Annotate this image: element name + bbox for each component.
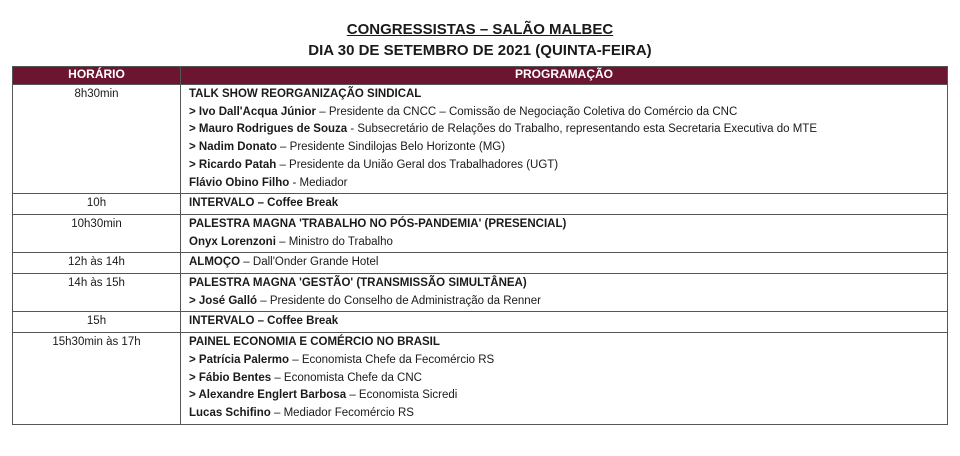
program-cell	[181, 253, 948, 274]
speaker-name: Lucas Schifino	[189, 406, 271, 419]
speaker-role: – Presidente da CNCC – Comissão de Negociação Coletiva do Comércio da CNC	[316, 105, 738, 118]
speaker-role: – Presidente do Conselho de Administração da Renner	[257, 294, 541, 307]
speaker-name: > Mauro Rodrigues de Souza	[189, 123, 348, 136]
table-row	[13, 333, 948, 425]
session-heading: INTERVALO – Coffee Break	[189, 315, 339, 328]
speaker-name: > Patrícia Palermo	[189, 353, 290, 366]
speaker-role: – Presidente da União Geral dos Trabalhadores (UGT)	[276, 158, 559, 171]
speaker-line	[189, 387, 939, 405]
speaker-line	[189, 157, 939, 175]
table-row	[13, 253, 948, 274]
column-header-program: PROGRAMAÇÃO	[181, 67, 948, 85]
speaker-name: > Nadim Donato	[189, 141, 277, 154]
speaker-name: > José Galló	[189, 294, 258, 307]
speaker-role: – Ministro do Trabalho	[275, 235, 393, 248]
schedule-table	[12, 66, 948, 425]
speaker-name: > Fábio Bentes	[189, 371, 272, 384]
program-cell	[181, 274, 948, 312]
session-heading: TALK SHOW REORGANIZAÇÃO SINDICAL	[189, 88, 422, 100]
speaker-role: – Presidente Sindilojas Belo Horizonte (MG)	[276, 141, 506, 154]
time-cell: 10h30min	[13, 214, 181, 252]
speaker-name: > Ivo Dall'Acqua Júnior	[189, 105, 317, 118]
session-heading-bold: ALMOÇO	[189, 256, 241, 269]
time-cell: 15h30min às 17h	[13, 333, 181, 425]
time-cell: 14h às 15h	[13, 274, 181, 312]
speaker-role: – Economista Sicredi	[346, 389, 458, 402]
speaker-role: – Economista Chefe da CNC	[271, 371, 422, 384]
speaker-line	[189, 234, 939, 252]
program-cell	[181, 214, 948, 252]
speaker-line	[189, 352, 939, 370]
session-heading: PAINEL ECONOMIA E COMÉRCIO NO BRASIL	[189, 336, 440, 349]
speaker-name: > Alexandre Englert Barbosa	[189, 389, 347, 402]
time-cell: 12h às 14h	[13, 253, 181, 274]
table-row	[13, 312, 948, 333]
page-title: CONGRESSISTAS – SALÃO MALBEC	[346, 21, 614, 38]
speaker-role: – Mediador Fecomércio RS	[270, 406, 414, 419]
table-row	[13, 214, 948, 252]
speaker-name: Onyx Lorenzoni	[189, 235, 276, 248]
program-cell	[181, 312, 948, 333]
time-cell: 8h30min	[13, 85, 181, 194]
time-cell: 15h	[13, 312, 181, 333]
column-header-time: HORÁRIO	[13, 67, 181, 85]
speaker-role: - Subsecretário de Relações do Trabalho, representando esta Secretaria Executiva do MTE	[347, 123, 817, 136]
table-row	[13, 85, 948, 194]
page-subtitle: DIA 30 DE SETEMBRO DE 2021 (QUINTA-FEIRA)	[308, 42, 652, 59]
time-cell: 10h	[13, 194, 181, 215]
speaker-line	[189, 121, 939, 139]
speaker-name: Flávio Obino Filho	[189, 176, 290, 189]
speaker-name: > Ricardo Patah	[189, 158, 277, 171]
program-cell	[181, 85, 948, 194]
speaker-role: - Mediador	[289, 176, 348, 189]
session-heading: PALESTRA MAGNA 'TRABALHO NO PÓS-PANDEMIA' (PRESENCIAL)	[189, 217, 567, 230]
speaker-line	[189, 405, 939, 423]
speaker-role: – Economista Chefe da Fecomércio RS	[289, 353, 495, 366]
speaker-line	[189, 370, 939, 388]
session-heading-detail: – Dall'Onder Grande Hotel	[240, 256, 379, 269]
table-row	[13, 274, 948, 312]
table-row	[13, 194, 948, 215]
session-heading	[189, 254, 939, 272]
speaker-line	[189, 293, 939, 311]
speaker-line	[189, 104, 939, 122]
table-header-row	[13, 67, 948, 85]
program-cell	[181, 194, 948, 215]
speaker-line	[189, 175, 939, 193]
speaker-line	[189, 139, 939, 157]
session-heading: PALESTRA MAGNA 'GESTÃO' (TRANSMISSÃO SIMULTÂNEA)	[189, 277, 527, 290]
program-cell	[181, 333, 948, 425]
session-heading: INTERVALO – Coffee Break	[189, 197, 339, 210]
document-header	[0, 0, 960, 62]
